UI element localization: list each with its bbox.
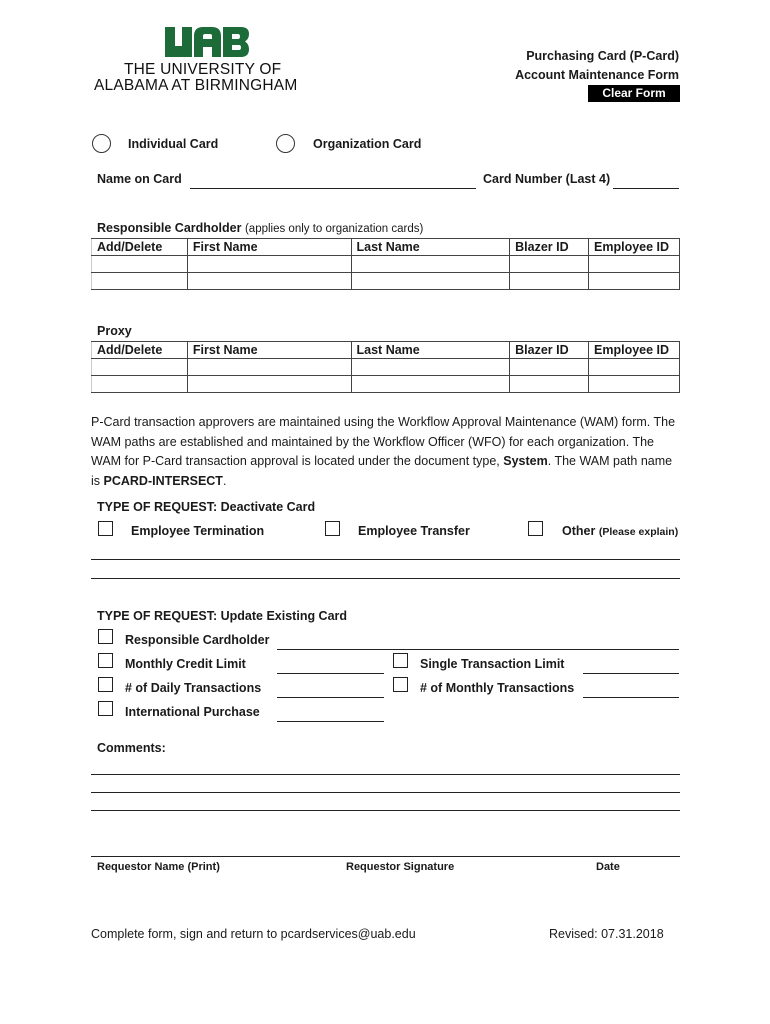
other-checkbox[interactable]: [528, 521, 543, 536]
logo-university-line: THE UNIVERSITY OF: [124, 61, 282, 78]
last-name-cell[interactable]: [351, 273, 510, 290]
individual-card-radio[interactable]: [92, 134, 111, 153]
monthly-transactions-checkbox[interactable]: [393, 677, 408, 692]
last-name-cell[interactable]: [351, 359, 510, 376]
comments-label: Comments:: [97, 741, 166, 755]
comments-line-3[interactable]: [91, 810, 680, 811]
international-purchase-label: International Purchase: [125, 705, 260, 719]
international-purchase-checkbox[interactable]: [98, 701, 113, 716]
organization-card-radio[interactable]: [276, 134, 295, 153]
table-row: [92, 359, 680, 376]
logo-campus-line: ALABAMA AT BIRMINGHAM: [94, 77, 298, 94]
other-explanation-line-2[interactable]: [91, 578, 680, 579]
responsible-cardholder-label: Responsible Cardholder: [125, 633, 270, 647]
single-transaction-limit-field[interactable]: [583, 673, 679, 674]
wam-document-type: System: [503, 454, 548, 468]
deactivate-heading: TYPE OF REQUEST: Deactivate Card: [97, 500, 316, 514]
table-row: [92, 273, 680, 290]
proxy-table: [91, 341, 680, 393]
first-name-cell[interactable]: [187, 359, 351, 376]
name-on-card-field[interactable]: [190, 188, 476, 189]
uab-logo-mark: [165, 27, 249, 57]
first-name-cell[interactable]: [187, 256, 351, 273]
other-explanation-line-1[interactable]: [91, 559, 680, 560]
single-transaction-limit-label: Single Transaction Limit: [420, 657, 565, 671]
last-name-cell[interactable]: [351, 256, 510, 273]
column-header-last-name: Last Name: [351, 239, 510, 256]
other-label: [562, 524, 678, 538]
add-delete-cell[interactable]: [92, 359, 188, 376]
column-header-employee-id: Employee ID: [589, 239, 680, 256]
column-header-blazer-id: Blazer ID: [510, 342, 589, 359]
comments-line-1[interactable]: [91, 774, 680, 775]
employee-id-cell[interactable]: [589, 273, 680, 290]
column-header-add-delete: Add/Delete: [92, 342, 188, 359]
wam-info-text-3: .: [222, 473, 227, 488]
employee-id-cell[interactable]: [589, 256, 680, 273]
employee-termination-label: Employee Termination: [131, 524, 265, 538]
column-header-first-name: First Name: [187, 239, 351, 256]
column-header-last-name: Last Name: [351, 342, 510, 359]
card-number-label: Card Number (Last 4): [483, 172, 611, 186]
column-header-blazer-id: Blazer ID: [510, 239, 589, 256]
blazer-id-cell[interactable]: [510, 359, 589, 376]
wam-info-paragraph: [91, 413, 681, 491]
column-header-employee-id: Employee ID: [589, 342, 680, 359]
daily-transactions-field[interactable]: [277, 697, 384, 698]
name-on-card-label: Name on Card: [97, 172, 182, 186]
card-number-field[interactable]: [613, 188, 679, 189]
monthly-credit-limit-checkbox[interactable]: [98, 653, 113, 668]
update-heading: TYPE OF REQUEST: Update Existing Card: [97, 609, 348, 623]
first-name-cell[interactable]: [187, 273, 351, 290]
responsible-cardholder-heading: [97, 221, 423, 235]
table-row: [92, 256, 680, 273]
requestor-name-label: Requestor Name (Print): [97, 861, 220, 873]
return-instructions: Complete form, sign and return to pcardservices@uab.edu: [91, 927, 416, 941]
monthly-credit-limit-label: Monthly Credit Limit: [125, 657, 246, 671]
responsible-cardholder-checkbox[interactable]: [98, 629, 113, 644]
add-delete-cell[interactable]: [92, 376, 188, 393]
proxy-heading: Proxy: [97, 324, 132, 338]
column-header-first-name: First Name: [187, 342, 351, 359]
table-row: [92, 376, 680, 393]
monthly-transactions-label: # of Monthly Transactions: [420, 681, 575, 695]
comments-line-2[interactable]: [91, 792, 680, 793]
employee-id-cell[interactable]: [589, 359, 680, 376]
employee-termination-checkbox[interactable]: [98, 521, 113, 536]
blazer-id-cell[interactable]: [510, 273, 589, 290]
responsible-cardholder-table: [91, 238, 680, 290]
international-purchase-field[interactable]: [277, 721, 384, 722]
organization-card-label: Organization Card: [313, 137, 422, 151]
column-header-add-delete: Add/Delete: [92, 239, 188, 256]
individual-card-label: Individual Card: [128, 137, 219, 151]
first-name-cell[interactable]: [187, 376, 351, 393]
wam-info-text: P-Card transaction approvers are maintained using the Workflow Approval Maintenance (WAM) form. The WAM paths are established and maintained by the Workflow Officer (WFO) for each organization. The WAM for P-Card transaction approval is located under the document type,: [91, 415, 676, 468]
requestor-signature-label: Requestor Signature: [346, 861, 455, 873]
employee-transfer-label: Employee Transfer: [358, 524, 470, 538]
date-label: Date: [596, 861, 620, 873]
clear-form-button[interactable]: Clear Form: [588, 85, 680, 102]
employee-transfer-checkbox[interactable]: [325, 521, 340, 536]
form-title: Purchasing Card (P-Card): [526, 49, 679, 63]
wam-path-name: PCARD-INTERSECT: [103, 473, 223, 488]
daily-transactions-label: # of Daily Transactions: [125, 681, 262, 695]
responsible-cardholder-field[interactable]: [277, 649, 679, 650]
revised-date: Revised: 07.31.2018: [549, 927, 664, 941]
blazer-id-cell[interactable]: [510, 256, 589, 273]
responsible-cardholder-note: (applies only to organization cards): [244, 223, 424, 235]
single-transaction-limit-checkbox[interactable]: [393, 653, 408, 668]
signature-line[interactable]: [91, 856, 680, 857]
monthly-credit-limit-field[interactable]: [277, 673, 384, 674]
daily-transactions-checkbox[interactable]: [98, 677, 113, 692]
monthly-transactions-field[interactable]: [583, 697, 679, 698]
other-label-note: (Please explain): [598, 526, 679, 538]
employee-id-cell[interactable]: [589, 376, 680, 393]
form-subtitle: Account Maintenance Form: [515, 68, 679, 82]
other-label-text: Other: [562, 524, 596, 538]
blazer-id-cell[interactable]: [510, 376, 589, 393]
responsible-cardholder-title: Responsible Cardholder: [97, 221, 242, 235]
wam-info-text-2: . The WAM path name is: [91, 454, 673, 488]
add-delete-cell[interactable]: [92, 273, 188, 290]
add-delete-cell[interactable]: [92, 256, 188, 273]
last-name-cell[interactable]: [351, 376, 510, 393]
